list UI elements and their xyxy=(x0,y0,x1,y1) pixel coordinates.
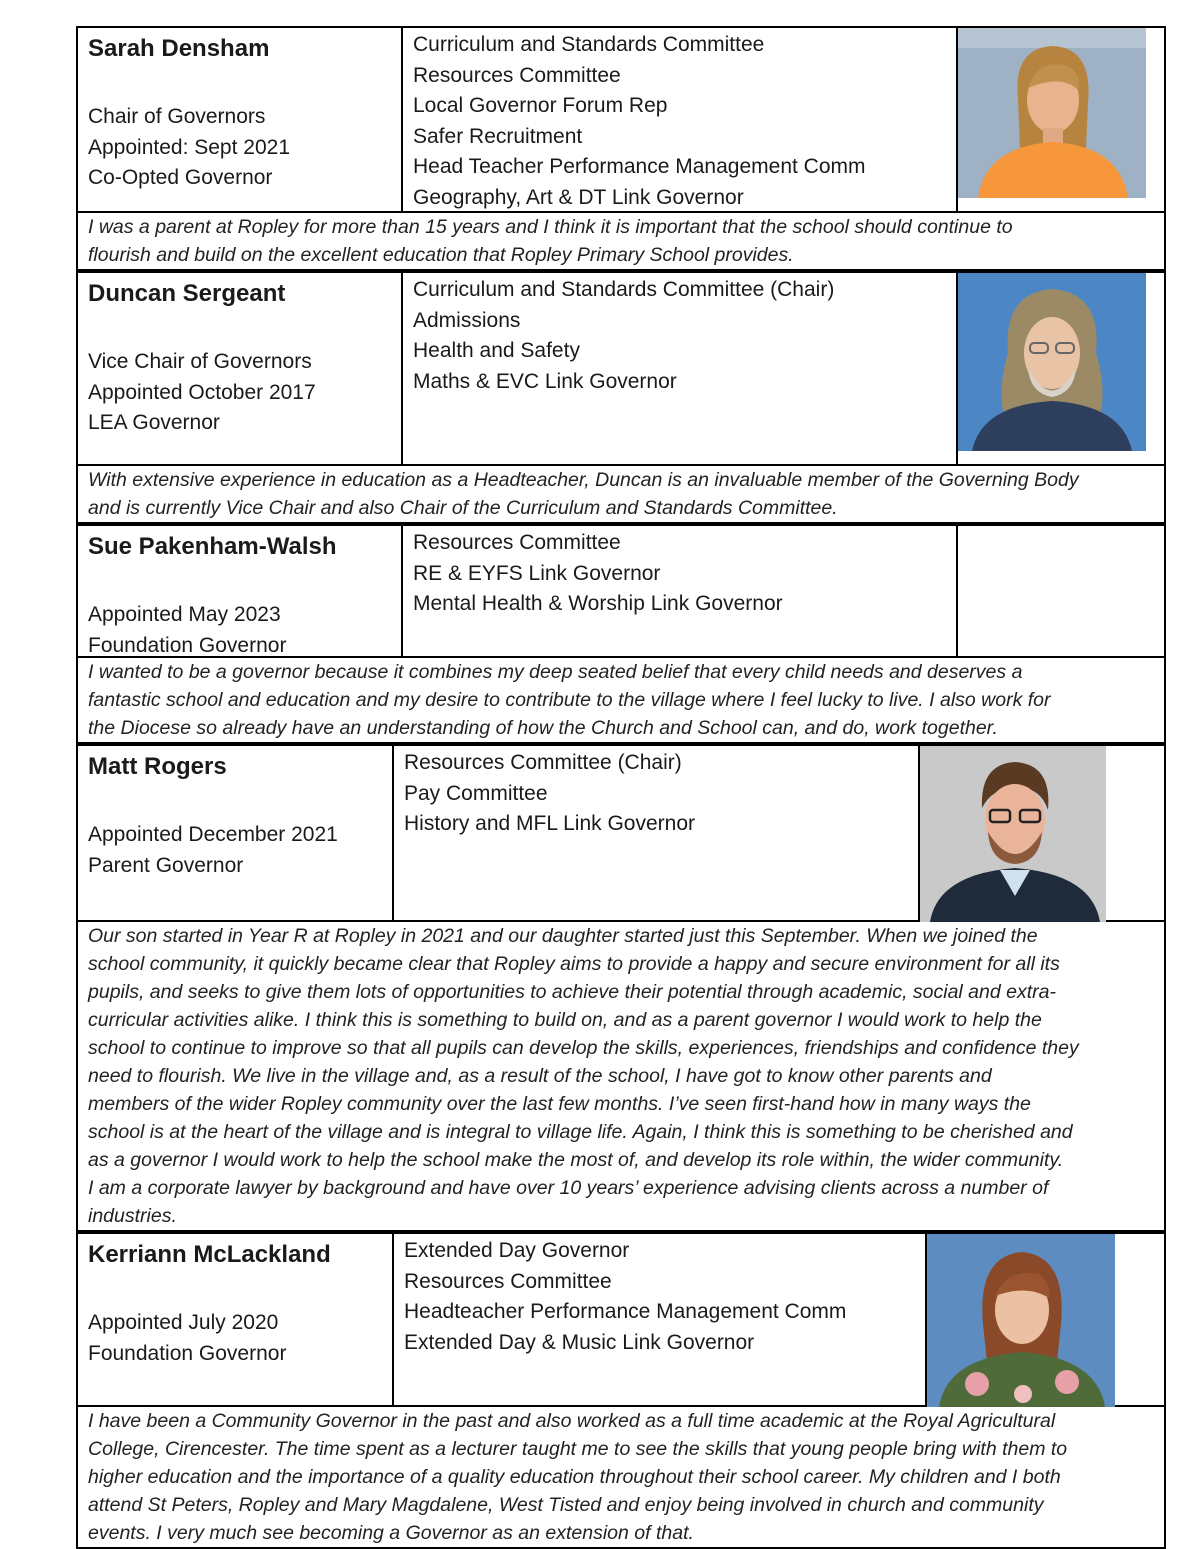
bio-line: members of the wider Ropley community over the last few months. I’ve seen first-hand how in many ways the xyxy=(88,1093,1031,1115)
bio-line: as a governor I would work to help the school make the most of, and develop its role within, the wider community. xyxy=(88,1149,1064,1171)
governor-appointed: Appointed December 2021 xyxy=(88,823,338,846)
bio-line: College, Cirencester. The time spent as a lecturer taught me to see the skills that young people bring with them to xyxy=(88,1438,1068,1460)
bio-line: I have been a Community Governor in the past and also worked as a full time academic at the Royal Agricultural xyxy=(88,1410,1056,1432)
bio-line: pupils, and seeks to give them lots of opportunities to achieve their potential through academic, social and extra- xyxy=(88,981,1056,1003)
duty-item: Health and Safety xyxy=(413,339,580,362)
bio-line: need to flourish. We live in the village and, as a result of the school, I have got to know other parents and xyxy=(88,1065,992,1087)
photo-cell xyxy=(958,273,1156,464)
duty-item: Resources Committee (Chair) xyxy=(404,751,682,774)
governor-info xyxy=(78,746,394,920)
governor-appointed: Appointed October 2017 xyxy=(88,380,316,404)
duty-item: Geography, Art & DT Link Governor xyxy=(413,185,744,209)
governor-role: Vice Chair of Governors xyxy=(88,350,312,373)
governor-appointed: Appointed May 2023 xyxy=(88,603,281,626)
governor-role: Chair of Governors xyxy=(88,105,266,128)
photo-cell xyxy=(958,28,1156,211)
duty-item: Head Teacher Performance Management Comm xyxy=(413,155,866,178)
bio-line: flourish and build on the excellent education that Ropley Primary School provides. xyxy=(88,244,794,266)
duty-item: RE & EYFS Link Governor xyxy=(413,561,661,585)
governor-type: Foundation Governor xyxy=(88,633,287,657)
governor-name: Matt Rogers xyxy=(88,753,227,780)
governor-info xyxy=(78,273,403,464)
governor-info xyxy=(78,1234,394,1405)
portrait-photo xyxy=(920,746,1106,922)
governor-duties xyxy=(403,28,958,211)
bio-line: With extensive experience in education as a Headteacher, Duncan is an invaluable member of the Governing Body xyxy=(88,469,1079,491)
duty-item: Headteacher Performance Management Comm xyxy=(404,1300,847,1323)
governor-name: Sarah Densham xyxy=(88,35,270,62)
governor-name: Sue Pakenham-Walsh xyxy=(88,533,337,560)
governor-type: Co-Opted Governor xyxy=(88,166,273,189)
duty-item: Extended Day Governor xyxy=(404,1239,630,1262)
bio-line: fantastic school and education and my desire to contribute to the village where I feel lucky to live. I also work for xyxy=(88,689,1051,711)
duty-item: Admissions xyxy=(413,308,521,332)
governor-duties xyxy=(403,526,958,656)
governor-entry xyxy=(76,26,1166,269)
governor-bio xyxy=(78,922,1164,1230)
governor-name: Kerriann McLackland xyxy=(88,1241,331,1268)
duty-item: Curriculum and Standards Committee (Chair) xyxy=(413,278,835,301)
governor-duties xyxy=(394,746,920,920)
duty-item: Mental Health & Worship Link Governor xyxy=(413,592,783,615)
governor-name: Duncan Sergeant xyxy=(88,280,286,307)
photo-cell xyxy=(927,1234,1125,1405)
governor-bio xyxy=(78,466,1164,522)
duty-item: History and MFL Link Governor xyxy=(404,812,695,835)
bio-line: Our son started in Year R at Ropley in 2021 and our daughter started just this September. When we joined the xyxy=(88,925,1038,947)
governor-profiles xyxy=(76,26,1166,1549)
governor-appointed: Appointed: Sept 2021 xyxy=(88,135,291,159)
governor-bio xyxy=(78,1407,1164,1549)
bio-line: events. I very much see becoming a Governor as an extension of that. xyxy=(88,1522,694,1544)
portrait-photo xyxy=(958,273,1146,451)
bio-line: and is currently Vice Chair and also Chair of the Curriculum and Standards Committee. xyxy=(88,497,838,519)
governor-entry xyxy=(76,522,1166,742)
bio-line: I was a parent at Ropley for more than 15 years and I think it is important that the school should continue to xyxy=(88,216,1013,238)
governor-type: Foundation Governor xyxy=(88,1341,287,1365)
duty-item: Curriculum and Standards Committee xyxy=(413,33,765,56)
governor-info xyxy=(78,526,403,656)
governor-type: Parent Governor xyxy=(88,853,244,877)
portrait-photo xyxy=(958,28,1146,198)
bio-line: I am a corporate lawyer by background and have over 10 years’ experience advising clients across a number of xyxy=(88,1177,1049,1199)
duty-item: Safer Recruitment xyxy=(413,124,583,148)
governor-entry xyxy=(76,742,1166,1230)
bio-line: curricular activities alike. I think this is something to build on, and as a parent governor I would work to help the xyxy=(88,1009,1042,1031)
duty-item: Resources Committee xyxy=(413,63,621,87)
duty-item: Maths & EVC Link Governor xyxy=(413,369,677,393)
bio-line: school is at the heart of the village and is integral to village life. Again, I think this is something to be cherished and xyxy=(88,1121,1073,1143)
governor-entry xyxy=(76,269,1166,522)
duty-item: Pay Committee xyxy=(404,781,548,805)
governor-duties xyxy=(394,1234,927,1405)
duty-item: Local Governor Forum Rep xyxy=(413,94,668,117)
governor-duties xyxy=(403,273,958,464)
photo-cell xyxy=(958,526,968,656)
portrait-photo xyxy=(927,1234,1115,1407)
governor-bio xyxy=(78,213,1164,269)
duty-item: Extended Day & Music Link Governor xyxy=(404,1330,755,1354)
duty-item: Resources Committee xyxy=(413,531,621,554)
governor-type: LEA Governor xyxy=(88,411,220,434)
bio-line: school community, it quickly became clear that Ropley aims to provide a happy and secure environment for all its xyxy=(88,953,1060,975)
governor-entry xyxy=(76,1230,1166,1549)
bio-line: school to continue to improve so that all pupils can develop the skills, experiences, friendships and confidence they xyxy=(88,1037,1079,1059)
bio-line: I wanted to be a governor because it combines my deep seated belief that every child needs and deserves a xyxy=(88,661,1023,683)
governor-appointed: Appointed July 2020 xyxy=(88,1311,279,1334)
bio-line: the Diocese so already have an understanding of how the Church and School can, and do, work together. xyxy=(88,717,998,739)
bio-line: industries. xyxy=(88,1205,177,1227)
bio-line: attend St Peters, Ropley and Mary Magdalene, West Tisted and enjoy being involved in church and community xyxy=(88,1494,1044,1516)
governor-bio xyxy=(78,658,1164,742)
governor-info xyxy=(78,28,403,211)
photo-cell xyxy=(920,746,1116,920)
bio-line: higher education and the importance of a quality education throughout their school career. My children and I both xyxy=(88,1466,1061,1488)
duty-item: Resources Committee xyxy=(404,1269,612,1293)
